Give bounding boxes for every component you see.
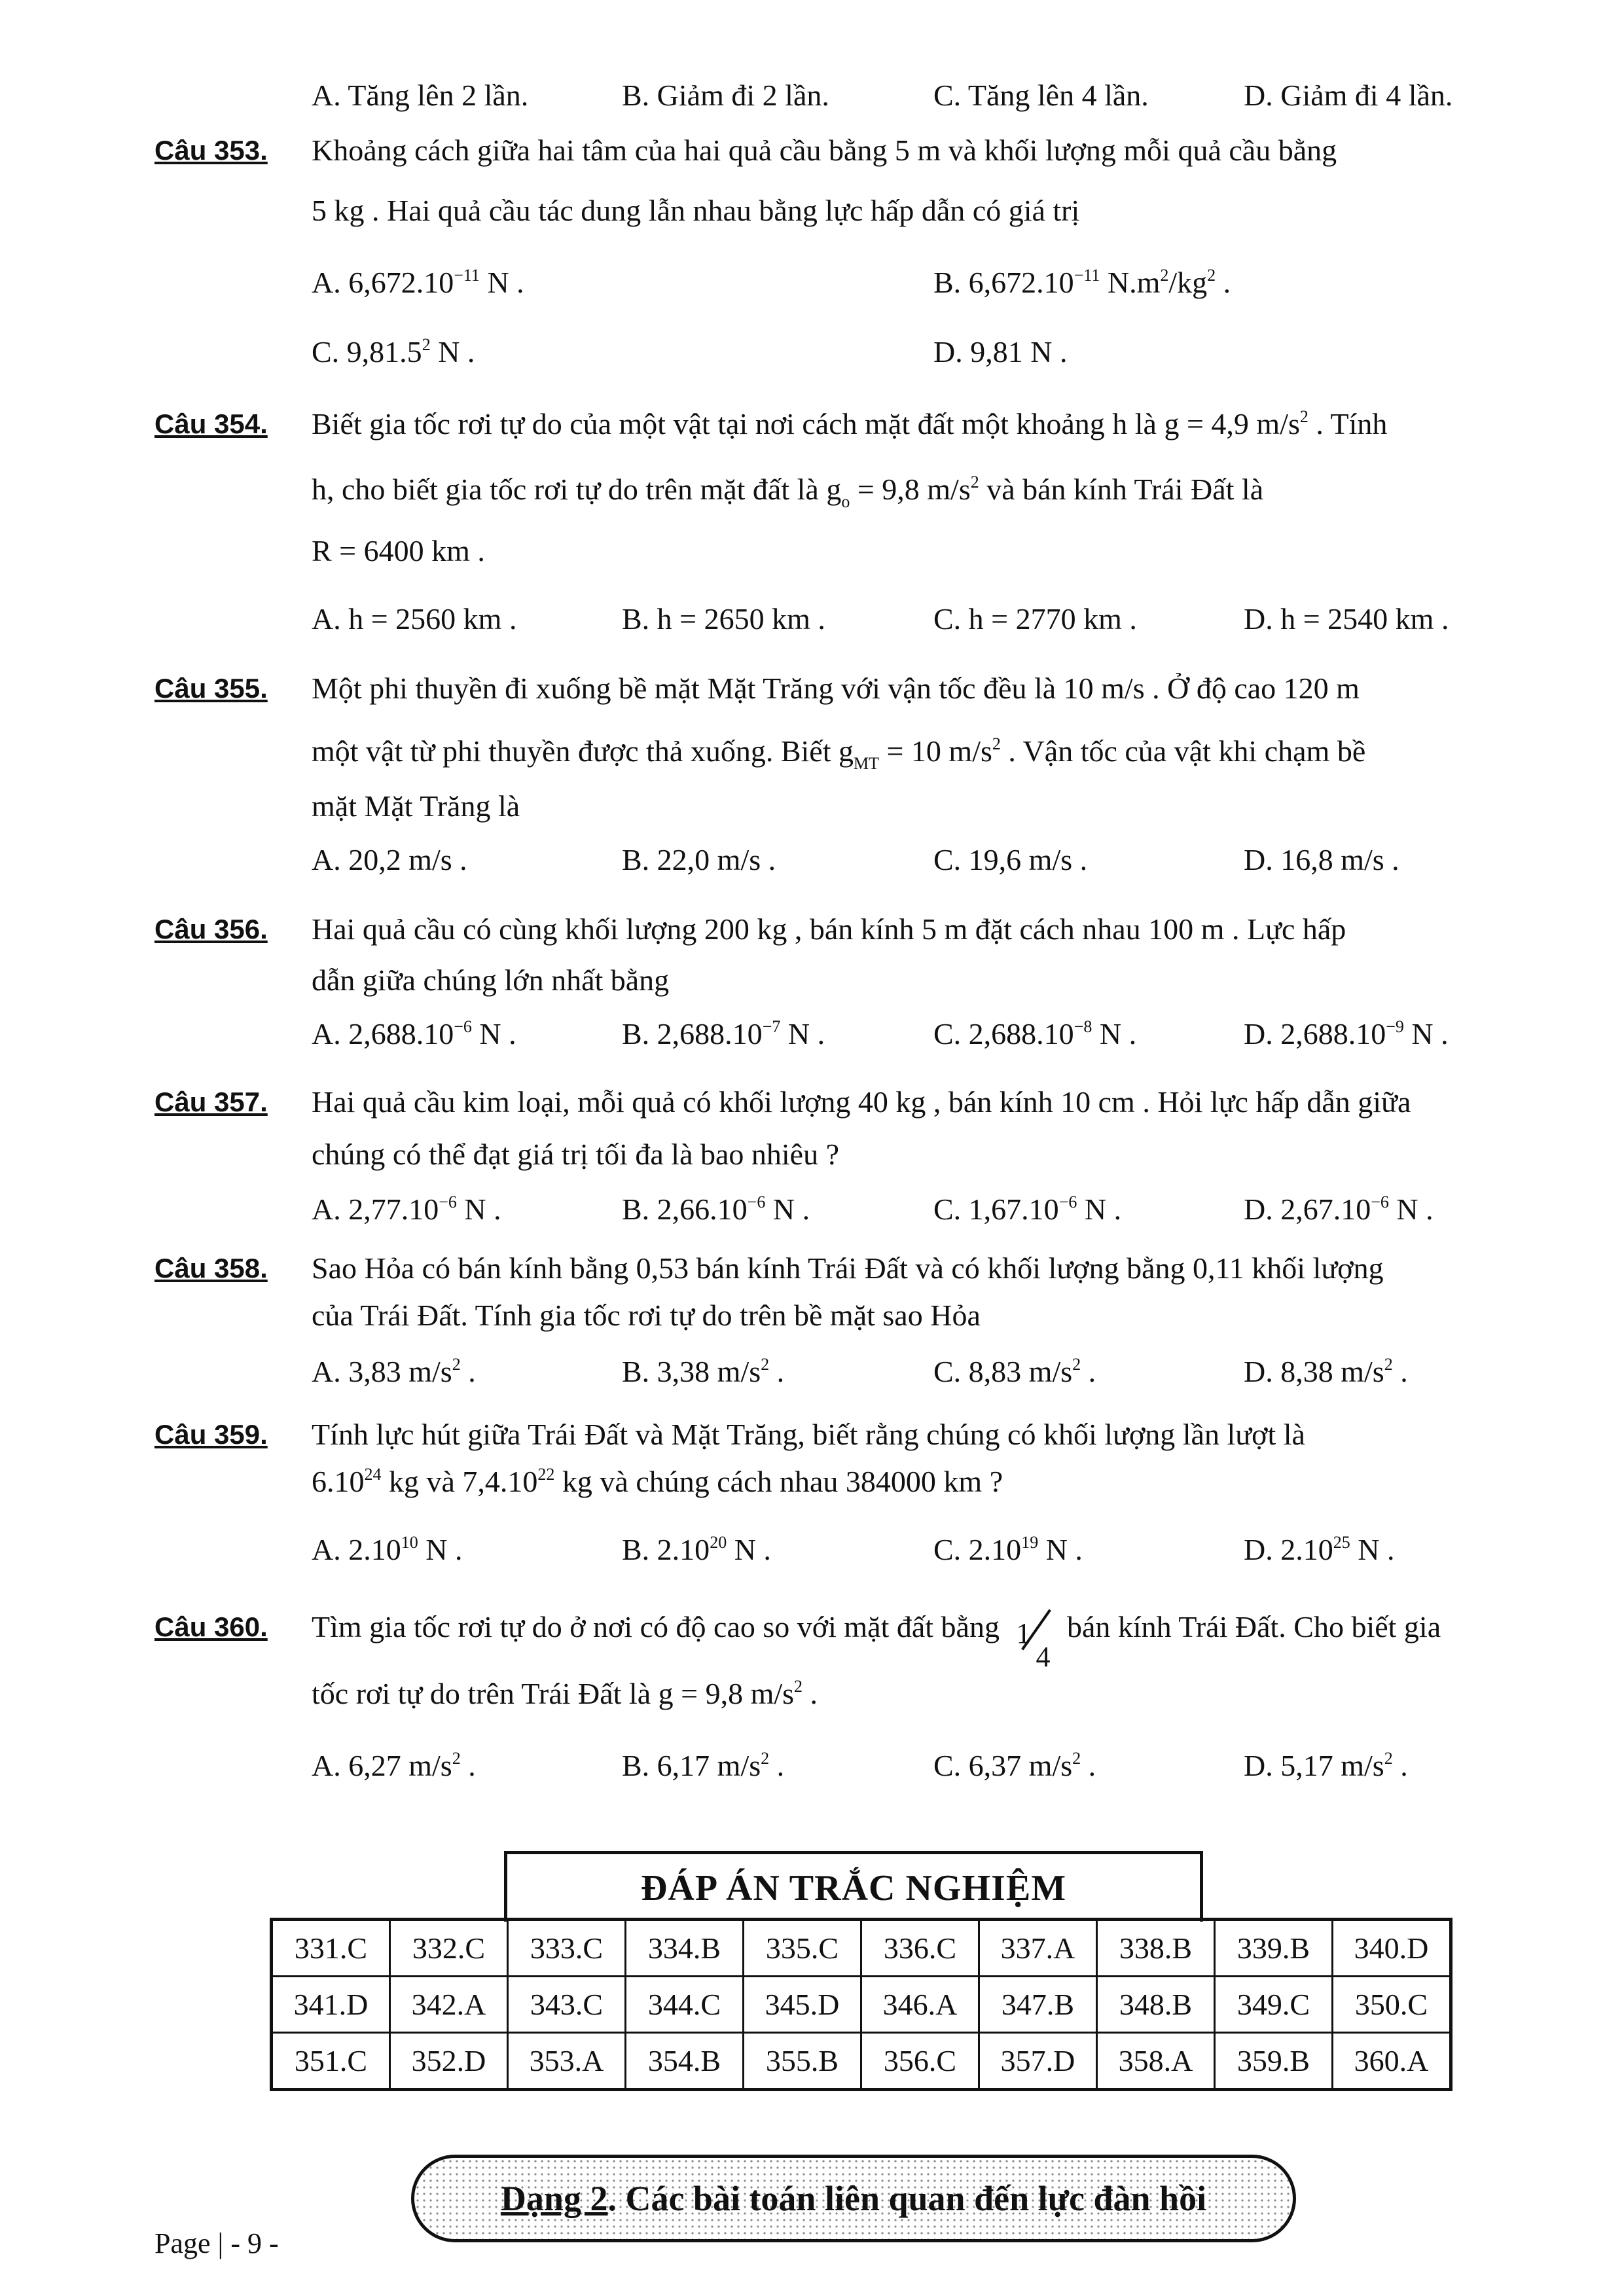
- question-text: Hai quả cầu kim loại, mỗi quả có khối lượng 40 kg , bán kính 10 cm . Hỏi lực hấp dẫn giữa: [312, 1085, 1411, 1119]
- option-b: B. 2.10$^{20}$ N .: [622, 1533, 771, 1566]
- question-text: Khoảng cách giữa hai tâm của hai quả cầu bằng 5 m và khối lượng mỗi quả cầu bằng: [312, 134, 1337, 167]
- table-cell: 356.C: [861, 2033, 979, 2090]
- table-row: [272, 2033, 1451, 2090]
- option-a: A. 2.10$^{10}$ N .: [312, 1533, 463, 1566]
- option-a: A. Tăng lên 2 lần.: [312, 79, 529, 112]
- table-cell: 358.A: [1097, 2033, 1215, 2090]
- table-cell: 350.C: [1333, 1977, 1451, 2033]
- question-text: Một phi thuyền đi xuống bề mặt Mặt Trăng với vận tốc đều là 10 m/s . Ở độ cao 120 m: [312, 672, 1360, 705]
- option-c: C. h = 2770 km .: [933, 602, 1137, 636]
- option-b: B. 3,38 $m/s^2$ .: [622, 1355, 785, 1388]
- fraction-one-quarter: 1 4: [1007, 1604, 1059, 1656]
- table-cell: 338.B: [1097, 1920, 1215, 1977]
- question-label: Câu 356.: [154, 914, 268, 944]
- option-d: D. 5,17 $m/s^2$ .: [1244, 1749, 1408, 1782]
- question-text: 6.10$^{24}$ kg và 7,4.10$^{22}$ kg và chúng cách nhau 384000 km ?: [312, 1465, 1003, 1498]
- question-text: dẫn giữa chúng lớn nhất bằng: [312, 963, 670, 997]
- option-d: D. h = 2540 km .: [1244, 602, 1449, 636]
- option-a: A. 6,27 $m/s^2$ .: [312, 1749, 476, 1782]
- option-d: D. $2,67.10^{-6}$ N .: [1244, 1193, 1434, 1226]
- table-cell: 339.B: [1215, 1920, 1333, 1977]
- option-c: C. 8,83 $m/s^2$ .: [933, 1355, 1096, 1388]
- answer-key-title-box: [504, 1851, 1203, 1922]
- question-text: R = 6400 km .: [312, 534, 485, 567]
- section-heading: Dạng 2. Các bài toán liên quan đến lực đàn hồi: [500, 2179, 1207, 2218]
- table-cell: 345.D: [744, 1977, 861, 2033]
- option-b: B. $2,66.10^{-6}$ N .: [622, 1193, 810, 1226]
- question-text: 5 kg . Hai quả cầu tác dung lẫn nhau bằng lực hấp dẫn có giá trị: [312, 194, 1080, 227]
- table-cell: 353.A: [508, 2033, 626, 2090]
- option-c: C. 19,6 m/s .: [933, 843, 1088, 876]
- question-text: h, cho biết gia tốc rơi tự do trên mặt đất là $g_o = 9,8$ $m/s^2$ và bán kính Trái Đất là: [312, 473, 1264, 511]
- question-text: Sao Hỏa có bán kính bằng 0,53 bán kính Trái Đất và có khối lượng bằng 0,11 khối lượng: [312, 1251, 1384, 1285]
- option-a: A. h = 2560 km .: [312, 602, 517, 636]
- option-a: A. 3,83 $m/s^2$ .: [312, 1355, 476, 1388]
- option-c: C. 6,37 $m/s^2$ .: [933, 1749, 1096, 1782]
- question-label: Câu 359.: [154, 1419, 268, 1450]
- question-text: tốc rơi tự do trên Trái Đất là g = 9,8 $m/s^2$ .: [312, 1677, 818, 1710]
- table-cell: 333.C: [508, 1920, 626, 1977]
- question-text: một vật từ phi thuyền được thả xuống. Biết $g_{MT} = 10$ $m/s^2$ . Vận tốc của vật khi chạm bề: [312, 734, 1366, 773]
- table-cell: 331.C: [272, 1920, 390, 1977]
- question-label: Câu 355.: [154, 673, 268, 704]
- section-heading-box: [411, 2155, 1296, 2242]
- question-text: Biết gia tốc rơi tự do của một vật tại nơi cách mặt đất một khoảng h là g = 4,9 $m/s^2$ . Tính: [312, 407, 1388, 440]
- table-cell: 344.C: [626, 1977, 744, 2033]
- question-text: Tính lực hút giữa Trái Đất và Mặt Trăng, biết rằng chúng có khối lượng lần lượt là: [312, 1418, 1305, 1451]
- option-c: C. 2.10$^{19}$ N .: [933, 1533, 1083, 1566]
- option-c: C. 9,81.5$^2$ N .: [312, 335, 475, 368]
- question-label: Câu 360.: [154, 1611, 268, 1642]
- table-cell: 334.B: [626, 1920, 744, 1977]
- question-text: Hai quả cầu có cùng khối lượng 200 kg , bán kính 5 m đặt cách nhau 100 m . Lực hấp: [312, 912, 1346, 946]
- table-cell: 332.C: [390, 1920, 508, 1977]
- option-b: B. h = 2650 km .: [622, 602, 825, 636]
- option-a: A. $2,77.10^{-6}$ N .: [312, 1193, 501, 1226]
- option-c: C. $2,688.10^{-8}$ N .: [933, 1017, 1137, 1050]
- table-cell: 357.D: [979, 2033, 1097, 2090]
- option-d: D. Giảm đi 4 lần.: [1244, 79, 1453, 112]
- answer-key-title: ĐÁP ÁN TRẮC NGHIỆM: [640, 1867, 1067, 1909]
- option-b: B. 6,17 $m/s^2$ .: [622, 1749, 785, 1782]
- table-cell: 354.B: [626, 2033, 744, 2090]
- question-text: mặt Mặt Trăng là: [312, 789, 520, 823]
- option-b: B. $2,688.10^{-7}$ N .: [622, 1017, 825, 1050]
- table-cell: 360.A: [1333, 2033, 1451, 2090]
- table-cell: 351.C: [272, 2033, 390, 2090]
- option-d: D. 2.10$^{25}$ N .: [1244, 1533, 1395, 1566]
- table-cell: 335.C: [744, 1920, 861, 1977]
- table-cell: 355.B: [744, 2033, 861, 2090]
- table-cell: 336.C: [861, 1920, 979, 1977]
- option-a: A. 20,2 m/s .: [312, 843, 467, 876]
- option-c: C. $1,67.10^{-6}$ N .: [933, 1193, 1122, 1226]
- question-text: Tìm gia tốc rơi tự do ở nơi có độ cao so với mặt đất bằng 1 4 bán kính Trái Đất. Cho biết gia: [312, 1597, 1441, 1657]
- option-a: A. $6,672.10^{-11}$ N .: [312, 266, 524, 299]
- table-cell: 348.B: [1097, 1977, 1215, 2033]
- table-cell: 349.C: [1215, 1977, 1333, 2033]
- table-cell: 340.D: [1333, 1920, 1451, 1977]
- question-label: Câu 354.: [154, 408, 268, 439]
- option-b: B. 22,0 m/s .: [622, 843, 776, 876]
- table-cell: 343.C: [508, 1977, 626, 2033]
- table-cell: 359.B: [1215, 2033, 1333, 2090]
- table-cell: 342.A: [390, 1977, 508, 2033]
- question-text: chúng có thể đạt giá trị tối đa là bao nhiêu ?: [312, 1138, 840, 1171]
- option-d: D. 16,8 m/s .: [1244, 843, 1399, 876]
- question-label: Câu 353.: [154, 135, 268, 166]
- table-cell: 341.D: [272, 1977, 390, 2033]
- page-number: Page | - 9 -: [154, 2227, 279, 2259]
- question-label: Câu 358.: [154, 1253, 268, 1283]
- table-cell: 352.D: [390, 2033, 508, 2090]
- option-a: A. $2,688.10^{-6}$ N .: [312, 1017, 516, 1050]
- question-label: Câu 357.: [154, 1086, 268, 1117]
- table-row: [272, 1920, 1451, 1977]
- answer-key-table: [270, 1918, 1453, 2091]
- question-text: của Trái Đất. Tính gia tốc rơi tự do trên bề mặt sao Hỏa: [312, 1299, 981, 1332]
- option-b: B. Giảm đi 2 lần.: [622, 79, 829, 112]
- table-cell: 346.A: [861, 1977, 979, 2033]
- table-cell: 337.A: [979, 1920, 1097, 1977]
- option-c: C. Tăng lên 4 lần.: [933, 79, 1149, 112]
- option-d: D. $2,688.10^{-9}$ N .: [1244, 1017, 1449, 1050]
- table-cell: 347.B: [979, 1977, 1097, 2033]
- option-d: D. 9,81 N .: [933, 335, 1068, 368]
- option-d: D. 8,38 $m/s^2$ .: [1244, 1355, 1408, 1388]
- table-row: [272, 1977, 1451, 2033]
- option-b: B. $6,672.10^{-11}$ $N.m^2/kg^2$ .: [933, 266, 1231, 299]
